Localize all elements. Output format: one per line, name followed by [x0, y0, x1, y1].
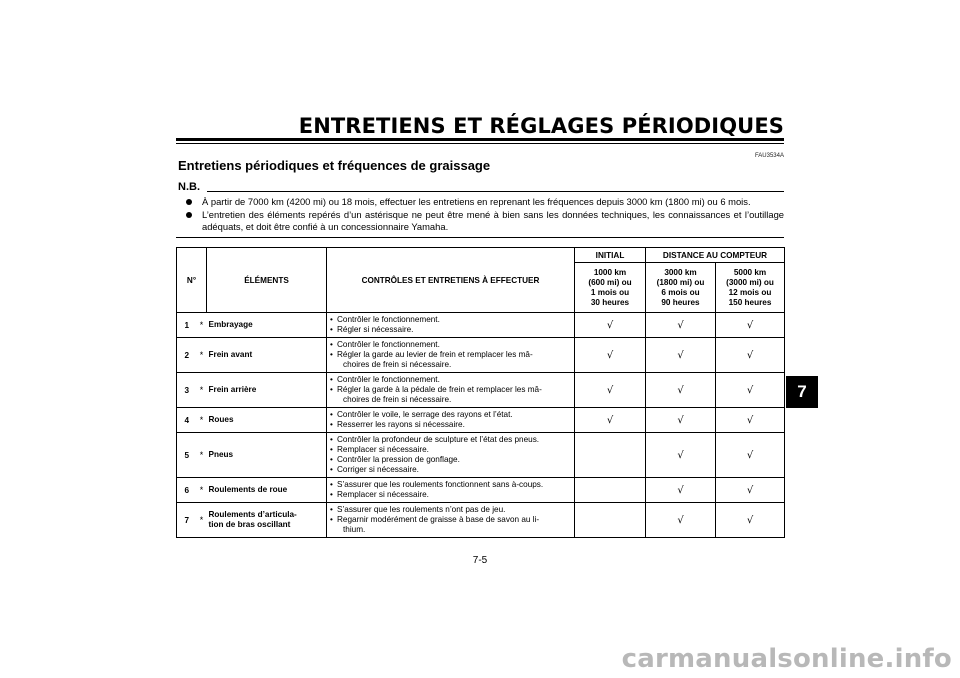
- bullet-icon: •: [330, 465, 333, 474]
- table-row: [177, 478, 785, 503]
- row-number: 4: [177, 408, 197, 433]
- page-title: ENTRETIENS ET RÉGLAGES PÉRIODIQUES: [298, 114, 784, 138]
- bullet-dot-icon: [186, 212, 192, 218]
- check-text: Remplacer si nécessaire.: [337, 490, 429, 499]
- interval-mark-3: [716, 503, 785, 538]
- row-element-name: [207, 408, 327, 433]
- row-asterisk: *: [197, 338, 207, 373]
- check-text: Contrôler le voile, le serrage des rayons et l’état.: [337, 410, 513, 419]
- bullet-icon: •: [330, 490, 333, 499]
- check-item-continuation: [330, 360, 571, 370]
- bullet-icon: •: [330, 505, 333, 514]
- row-asterisk: *: [197, 433, 207, 478]
- check-item: [330, 445, 571, 455]
- check-text: Remplacer si nécessaire.: [337, 445, 429, 454]
- check-text: Resserrer les rayons si nécessaire.: [337, 420, 465, 429]
- row-checks: [327, 313, 575, 338]
- table-row: [177, 313, 785, 338]
- check-mark-icon: √: [677, 414, 684, 426]
- row-element-name: [207, 313, 327, 338]
- table-row: [177, 503, 785, 538]
- interval-mark-2: [646, 313, 716, 338]
- interval-mark-2: [646, 408, 716, 433]
- interval-line: (600 mi) ou: [588, 277, 632, 287]
- check-mark-icon: √: [746, 349, 754, 361]
- note-bullet-item: [186, 209, 784, 234]
- row-asterisk: *: [197, 478, 207, 503]
- bullet-icon: •: [330, 435, 333, 444]
- check-mark-icon: √: [746, 484, 754, 496]
- interval-mark-1: [575, 433, 646, 478]
- check-mark-icon: √: [677, 514, 684, 526]
- bullet-dot-icon: [186, 199, 192, 205]
- row-checks: [327, 503, 575, 538]
- maintenance-table: [176, 247, 785, 538]
- header-interval-2: [646, 263, 716, 313]
- check-item: [330, 505, 571, 515]
- check-mark-icon: √: [677, 449, 684, 461]
- row-number: 2: [177, 338, 197, 373]
- check-mark-icon: √: [677, 384, 684, 396]
- check-mark-icon: √: [606, 384, 614, 396]
- interval-mark-2: [646, 478, 716, 503]
- note-rule: [207, 191, 784, 192]
- row-asterisk: *: [197, 408, 207, 433]
- header-initial: INITIAL: [575, 248, 646, 263]
- check-item: [330, 375, 571, 385]
- interval-mark-2: [646, 503, 716, 538]
- interval-line: (1800 mi) ou: [656, 277, 705, 287]
- interval-mark-1: [575, 373, 646, 408]
- row-number: 1: [177, 313, 197, 338]
- row-checks: [327, 373, 575, 408]
- check-item: [330, 515, 571, 525]
- interval-line: 150 heures: [728, 297, 772, 307]
- check-mark-icon: √: [677, 484, 684, 496]
- check-mark-icon: √: [746, 319, 754, 331]
- check-text: Régler si nécessaire.: [337, 325, 414, 334]
- interval-mark-1: [575, 478, 646, 503]
- section-heading: Entretiens périodiques et fréquences de graissage: [178, 158, 491, 173]
- check-text: Contrôler le fonctionnement.: [337, 315, 440, 324]
- check-item: [330, 435, 571, 445]
- table-header-row: [177, 248, 785, 263]
- interval-line: 6 mois ou: [661, 287, 700, 297]
- row-element-name: [207, 373, 327, 408]
- check-item: [330, 410, 571, 420]
- bullet-icon: •: [330, 325, 333, 334]
- header-num: N°: [177, 248, 207, 313]
- note-bullet-text: À partir de 7000 km (4200 mi) ou 18 mois, effectuer les entretiens en reprenant les fréquences depuis 3000 km (1800 mi) ou 6 mois.: [202, 196, 751, 207]
- interval-line: (3000 mi) ou: [726, 277, 774, 287]
- bullet-icon: •: [330, 340, 333, 349]
- check-item-continuation: [330, 395, 571, 405]
- interval-mark-1: [575, 338, 646, 373]
- interval-mark-2: [646, 338, 716, 373]
- interval-mark-3: [716, 433, 785, 478]
- check-item: [330, 350, 571, 360]
- bullet-icon: •: [330, 350, 333, 359]
- row-element-name: [207, 503, 327, 538]
- table-row: [177, 373, 785, 408]
- note-bullet-list: [186, 196, 784, 234]
- title-rule-thin: [176, 143, 784, 144]
- interval-line: 90 heures: [661, 297, 700, 307]
- interval-mark-3: [716, 478, 785, 503]
- bullet-icon: •: [330, 480, 333, 489]
- row-number: 6: [177, 478, 197, 503]
- row-element-name: [207, 478, 327, 503]
- note-end-rule: [176, 237, 784, 238]
- note-label: N.B.: [178, 181, 200, 193]
- check-item-continuation: [330, 525, 571, 535]
- row-checks: [327, 408, 575, 433]
- header-elements: ÉLÉMENTS: [207, 248, 327, 313]
- check-text: choires de frein si nécessaire.: [343, 395, 452, 404]
- bullet-icon: •: [330, 385, 333, 394]
- row-number: 5: [177, 433, 197, 478]
- check-text: Contrôler la pression de gonflage.: [337, 455, 460, 464]
- table-body: [177, 313, 785, 538]
- check-mark-icon: √: [677, 349, 684, 361]
- check-item: [330, 385, 571, 395]
- bullet-icon: •: [330, 455, 333, 464]
- bullet-icon: •: [330, 515, 333, 524]
- check-text: S’assurer que les roulements fonctionnent sans à-coups.: [337, 480, 544, 489]
- element-name-line: Pneus: [208, 450, 234, 459]
- check-mark-icon: √: [606, 349, 614, 361]
- check-item: [330, 325, 571, 335]
- check-item: [330, 315, 571, 325]
- check-mark-icon: √: [746, 514, 754, 526]
- check-text: Contrôler le fonctionnement.: [337, 340, 440, 349]
- check-text: Régler la garde à la pédale de frein et remplacer les mâ-: [337, 385, 542, 394]
- table-row: [177, 408, 785, 433]
- note-bullet-text: L’entretien des éléments repérés d’un astérisque ne peut être mené à bien sans les données techniques, les connaissances et l’outillage adéquats, et doit être confié à un concessionnaire Yamaha.: [202, 208, 784, 232]
- interval-mark-3: [716, 338, 785, 373]
- interval-mark-1: [575, 408, 646, 433]
- element-name-line: Frein avant: [208, 350, 253, 359]
- check-mark-icon: √: [606, 319, 614, 331]
- row-asterisk: *: [197, 373, 207, 408]
- check-item: [330, 465, 571, 475]
- check-text: choires de frein si nécessaire.: [343, 360, 452, 369]
- header-distance: DISTANCE AU COMPTEUR: [646, 248, 785, 263]
- check-text: Régler la garde au levier de frein et remplacer les mâ-: [337, 350, 533, 359]
- check-text: S’assurer que les roulements n’ont pas de jeu.: [337, 505, 506, 514]
- header-checks: CONTRÔLES ET ENTRETIENS À EFFECTUER: [327, 248, 575, 313]
- document-code: FAU3534A: [754, 153, 784, 159]
- table-row: [177, 338, 785, 373]
- interval-mark-1: [575, 503, 646, 538]
- element-name-line: Roues: [208, 415, 234, 424]
- row-asterisk: *: [197, 313, 207, 338]
- check-mark-icon: √: [746, 384, 754, 396]
- element-name-line: Frein arrière: [208, 385, 257, 394]
- check-text: Contrôler la profondeur de sculpture et l’état des pneus.: [337, 435, 540, 444]
- table-row: [177, 433, 785, 478]
- check-mark-icon: √: [746, 414, 754, 426]
- check-mark-icon: √: [746, 449, 754, 461]
- header-interval-3: [716, 263, 785, 313]
- page-number: 7-5: [472, 555, 488, 566]
- watermark: carmanualsonline.info: [621, 644, 952, 674]
- bullet-icon: •: [330, 375, 333, 384]
- interval-line: 5000 km: [733, 267, 767, 277]
- check-item: [330, 420, 571, 430]
- header-interval-1: [575, 263, 646, 313]
- interval-mark-1: [575, 313, 646, 338]
- interval-line: 12 mois ou: [728, 287, 772, 297]
- check-text: Contrôler le fonctionnement.: [337, 375, 440, 384]
- interval-mark-3: [716, 373, 785, 408]
- check-mark-icon: √: [606, 414, 614, 426]
- row-checks: [327, 478, 575, 503]
- element-name-line: tion de bras oscillant: [208, 520, 291, 529]
- bullet-icon: •: [330, 315, 333, 324]
- interval-line: 30 heures: [590, 297, 630, 307]
- note-bullet-item: [186, 196, 784, 209]
- check-item: [330, 340, 571, 350]
- check-text: Corriger si nécessaire.: [337, 465, 419, 474]
- interval-mark-2: [646, 433, 716, 478]
- interval-mark-2: [646, 373, 716, 408]
- bullet-icon: •: [330, 410, 333, 419]
- row-checks: [327, 433, 575, 478]
- check-item: [330, 490, 571, 500]
- check-item: [330, 480, 571, 490]
- interval-line: 1 mois ou: [590, 287, 630, 297]
- row-element-name: [207, 338, 327, 373]
- element-name-line: Roulements de roue: [208, 485, 288, 494]
- element-name-line: Embrayage: [208, 320, 253, 329]
- element-name-line: Roulements d’articula-: [208, 510, 297, 519]
- bullet-icon: •: [330, 445, 333, 454]
- title-rule-thick: [176, 138, 784, 141]
- check-mark-icon: √: [677, 319, 684, 331]
- row-number: 3: [177, 373, 197, 408]
- interval-line: 3000 km: [664, 267, 697, 277]
- row-asterisk: *: [197, 503, 207, 538]
- row-element-name: [207, 433, 327, 478]
- interval-mark-3: [716, 408, 785, 433]
- interval-line: 1000 km: [593, 267, 627, 277]
- row-number: 7: [177, 503, 197, 538]
- maintenance-table-wrapper: [176, 247, 784, 538]
- interval-mark-3: [716, 313, 785, 338]
- check-text: Regarnir modérément de graisse à base de savon au li-: [337, 515, 540, 524]
- chapter-tab: 7: [786, 376, 818, 408]
- row-checks: [327, 338, 575, 373]
- check-text: thium.: [343, 525, 366, 534]
- check-item: [330, 455, 571, 465]
- bullet-icon: •: [330, 420, 333, 429]
